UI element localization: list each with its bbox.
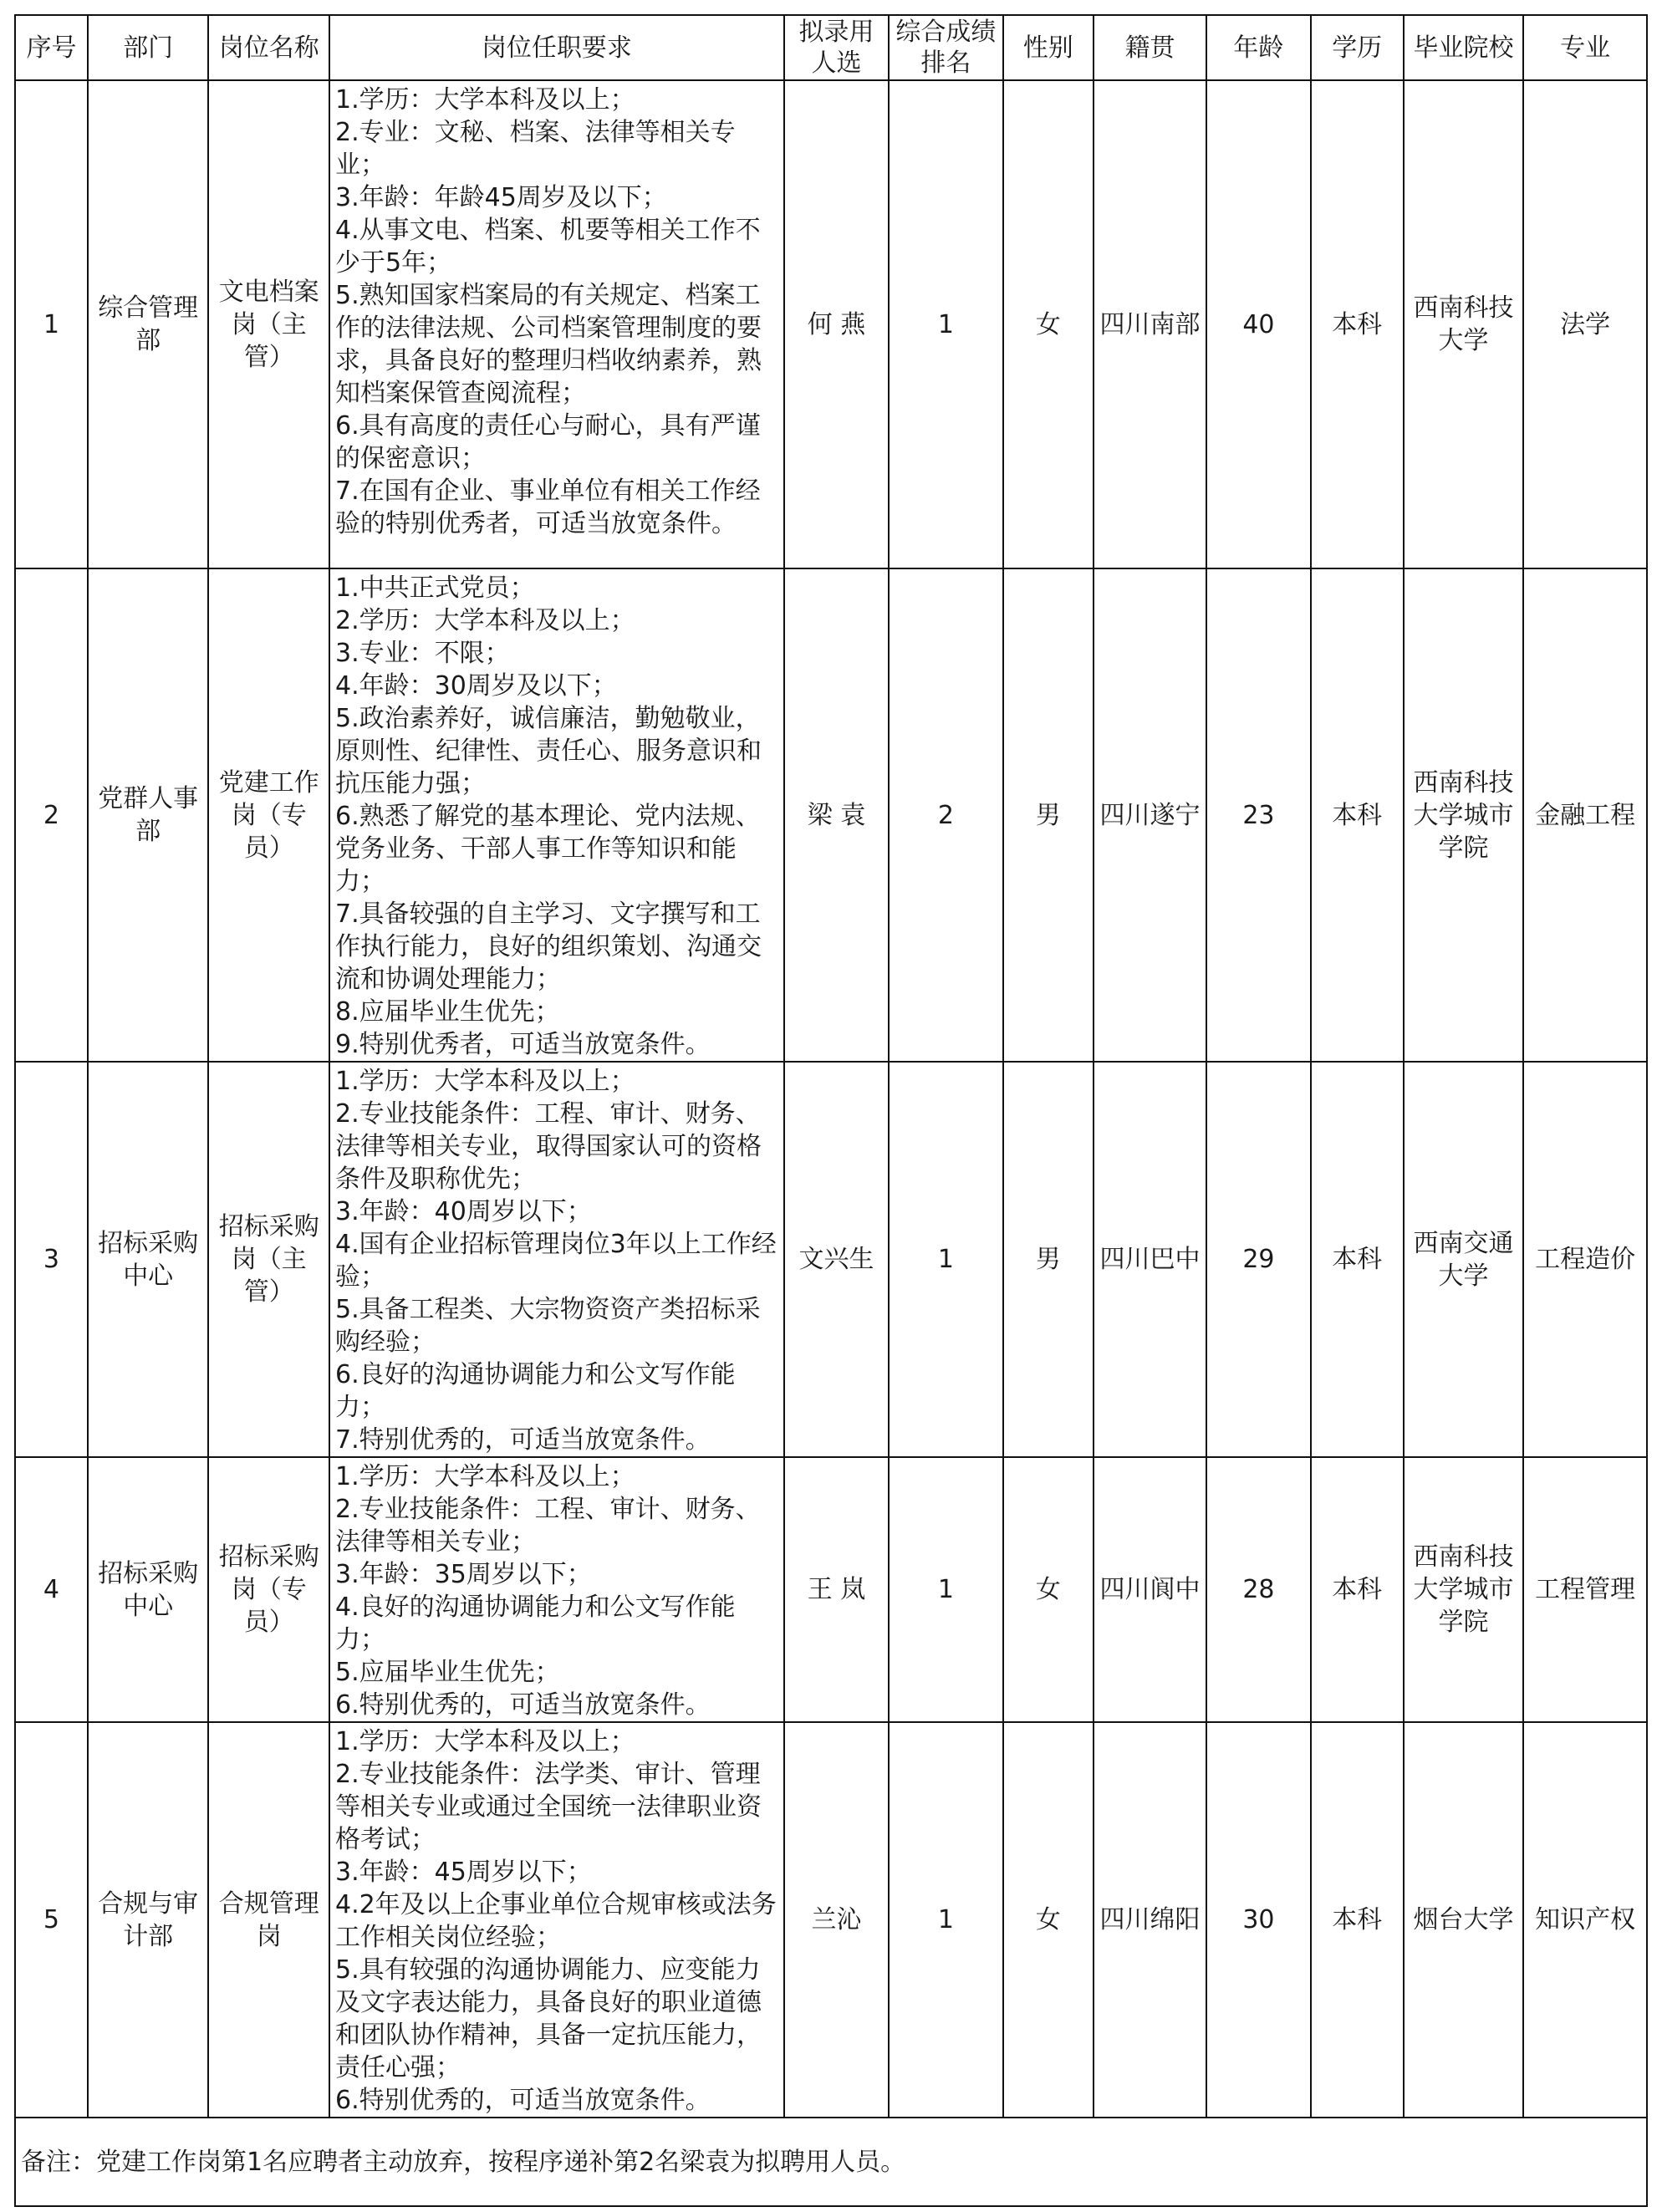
header-gender: 性别 (1003, 15, 1094, 80)
cell-requirements (329, 568, 784, 1062)
cell-gender: 女 (1003, 1722, 1094, 2118)
cell-gender: 女 (1003, 1457, 1094, 1722)
remark-note: 备注：党建工作岗第1名应聘者主动放弃，按程序递补第2名梁袁为拟聘用人员。 (15, 2118, 1647, 2206)
requirement-item: 6.熟悉了解党的基本理论、党内法规、党务业务、干部人事工作等知识和能力； (335, 802, 761, 896)
cell-major: 法学 (1523, 80, 1647, 568)
requirement-item: 5.具有较强的沟通协调能力、应变能力及文字表达能力，具备良好的职业道德和团队协作精神，具备一定抗压能力，责任心强； (335, 1955, 762, 2082)
cell-post: 党建工作岗（专员） (208, 568, 329, 1062)
recruitment-results-table (14, 14, 1648, 2207)
requirement-item: 5.熟知国家档案局的有关规定、档案工作的法律法规、公司档案管理制度的要求，具备良好的整理归档收纳素养，熟知档案保管查阅流程； (335, 281, 762, 408)
cell-age: 29 (1206, 1062, 1310, 1457)
cell-age: 40 (1206, 80, 1310, 568)
cell-rank: 1 (889, 80, 1002, 568)
cell-age: 23 (1206, 568, 1310, 1062)
requirement-item: 3.年龄：年龄45周岁及以下； (335, 183, 667, 212)
requirement-item: 2.专业技能条件：法学类、审计、管理等相关专业或通过全国统一法律职业资格考试； (335, 1760, 762, 1854)
table-body (15, 80, 1647, 2118)
requirement-item: 3.专业：不限； (335, 639, 510, 668)
requirement-item: 3.年龄：35周岁以下； (335, 1560, 592, 1589)
requirement-item: 7.在国有企业、事业单位有相关工作经验的特别优秀者，可适当放宽条件。 (335, 477, 761, 538)
requirement-item: 4.2年及以上企事业单位合规审核或法务工作相关岗位经验； (335, 1890, 777, 1952)
cell-candidate: 梁 袁 (784, 568, 889, 1062)
header-dept: 部门 (88, 15, 209, 80)
cell-no: 4 (15, 1457, 88, 1722)
header-school: 毕业院校 (1404, 15, 1524, 80)
cell-major: 金融工程 (1523, 568, 1647, 1062)
cell-education: 本科 (1311, 568, 1404, 1062)
header-row (15, 15, 1647, 80)
header-candidate: 拟录用人选 (784, 15, 889, 80)
note-row (15, 2118, 1647, 2206)
cell-no: 3 (15, 1062, 88, 1457)
requirement-item: 6.特别优秀的，可适当放宽条件。 (335, 2086, 711, 2115)
cell-age: 28 (1206, 1457, 1310, 1722)
requirement-item: 1.中共正式党员； (335, 573, 535, 603)
requirement-item: 1.学历：大学本科及以上； (335, 1727, 635, 1756)
cell-gender: 女 (1003, 80, 1094, 568)
table-row (15, 1062, 1647, 1457)
requirement-item: 5.具备工程类、大宗物资资产类招标采购经验； (335, 1295, 761, 1357)
cell-age: 30 (1206, 1722, 1310, 2118)
cell-no: 2 (15, 568, 88, 1062)
cell-candidate: 王 岚 (784, 1457, 889, 1722)
cell-candidate: 文兴生 (784, 1062, 889, 1457)
requirement-item: 2.学历：大学本科及以上； (335, 606, 635, 635)
cell-major: 工程管理 (1523, 1457, 1647, 1722)
cell-origin: 四川绵阳 (1094, 1722, 1206, 2118)
requirement-item: 6.具有高度的责任心与耐心，具有严谨的保密意识； (335, 411, 761, 473)
cell-requirements (329, 80, 784, 568)
cell-requirements (329, 1722, 784, 2118)
header-rank: 综合成绩排名 (889, 15, 1002, 80)
requirement-item: 7.特别优秀的，可适当放宽条件。 (335, 1425, 711, 1455)
requirement-item: 4.年龄：30周岁及以下； (335, 671, 617, 701)
cell-gender: 男 (1003, 1062, 1094, 1457)
cell-rank: 1 (889, 1457, 1002, 1722)
cell-post: 招标采购岗（专员） (208, 1457, 329, 1722)
requirement-item: 3.年龄：40周岁以下； (335, 1197, 592, 1226)
cell-origin: 四川遂宁 (1094, 568, 1206, 1062)
header-no: 序号 (15, 15, 88, 80)
cell-requirements (329, 1457, 784, 1722)
cell-school: 西南交通大学 (1404, 1062, 1524, 1457)
cell-post: 合规管理岗 (208, 1722, 329, 2118)
requirement-item: 4.国有企业招标管理岗位3年以上工作经验； (335, 1230, 777, 1292)
cell-rank: 1 (889, 1062, 1002, 1457)
requirement-item: 9.特别优秀者，可适当放宽条件。 (335, 1030, 711, 1059)
cell-education: 本科 (1311, 80, 1404, 568)
requirement-item: 2.专业：文秘、档案、法律等相关专业； (335, 118, 736, 180)
cell-rank: 1 (889, 1722, 1002, 2118)
cell-school: 西南科技大学 (1404, 80, 1524, 568)
cell-candidate: 兰沁 (784, 1722, 889, 2118)
cell-requirements (329, 1062, 784, 1457)
cell-post: 文电档案岗（主管） (208, 80, 329, 568)
table-row (15, 1722, 1647, 2118)
cell-dept: 招标采购中心 (88, 1062, 209, 1457)
requirement-item: 4.良好的沟通协调能力和公文写作能力； (335, 1593, 736, 1654)
requirement-item: 7.具备较强的自主学习、文字撰写和工作执行能力，良好的组织策划、沟通交流和协调处理能力； (335, 900, 762, 994)
cell-dept: 合规与审计部 (88, 1722, 209, 2118)
requirement-item: 5.应届毕业生优先； (335, 1658, 560, 1687)
table-row (15, 568, 1647, 1062)
header-origin: 籍贯 (1094, 15, 1206, 80)
requirement-item: 1.学历：大学本科及以上； (335, 1067, 635, 1096)
table-row (15, 80, 1647, 568)
cell-school: 西南科技大学城市学院 (1404, 1457, 1524, 1722)
cell-major: 工程造价 (1523, 1062, 1647, 1457)
cell-post: 招标采购岗（主管） (208, 1062, 329, 1457)
requirement-item: 8.应届毕业生优先； (335, 997, 560, 1027)
header-education: 学历 (1311, 15, 1404, 80)
header-age: 年龄 (1206, 15, 1310, 80)
cell-candidate: 何 燕 (784, 80, 889, 568)
cell-dept: 党群人事部 (88, 568, 209, 1062)
cell-education: 本科 (1311, 1062, 1404, 1457)
cell-school: 烟台大学 (1404, 1722, 1524, 2118)
cell-dept: 综合管理部 (88, 80, 209, 568)
header-major: 专业 (1523, 15, 1647, 80)
cell-school: 西南科技大学城市学院 (1404, 568, 1524, 1062)
cell-rank: 2 (889, 568, 1002, 1062)
cell-no: 5 (15, 1722, 88, 2118)
header-requirements: 岗位任职要求 (329, 15, 784, 80)
cell-gender: 男 (1003, 568, 1094, 1062)
requirement-item: 2.专业技能条件：工程、审计、财务、法律等相关专业； (335, 1495, 761, 1557)
cell-origin: 四川南部 (1094, 80, 1206, 568)
cell-origin: 四川阆中 (1094, 1457, 1206, 1722)
requirement-item: 6.良好的沟通协调能力和公文写作能力； (335, 1360, 736, 1422)
requirement-item: 1.学历：大学本科及以上； (335, 85, 635, 115)
requirement-item: 1.学历：大学本科及以上； (335, 1462, 635, 1491)
requirement-item: 3.年龄：45周岁以下； (335, 1858, 592, 1887)
requirement-item: 6.特别优秀的，可适当放宽条件。 (335, 1690, 711, 1720)
table-row (15, 1457, 1647, 1722)
cell-origin: 四川巴中 (1094, 1062, 1206, 1457)
cell-education: 本科 (1311, 1457, 1404, 1722)
requirement-item: 4.从事文电、档案、机要等相关工作不少于5年； (335, 216, 761, 278)
cell-no: 1 (15, 80, 88, 568)
header-post: 岗位名称 (208, 15, 329, 80)
cell-major: 知识产权 (1523, 1722, 1647, 2118)
requirement-item: 2.专业技能条件：工程、审计、财务、法律等相关专业，取得国家认可的资格条件及职称优先； (335, 1099, 762, 1194)
cell-education: 本科 (1311, 1722, 1404, 2118)
cell-dept: 招标采购中心 (88, 1457, 209, 1722)
requirement-item: 5.政治素养好，诚信廉洁，勤勉敬业，原则性、纪律性、责任心、服务意识和抗压能力强； (335, 704, 762, 798)
